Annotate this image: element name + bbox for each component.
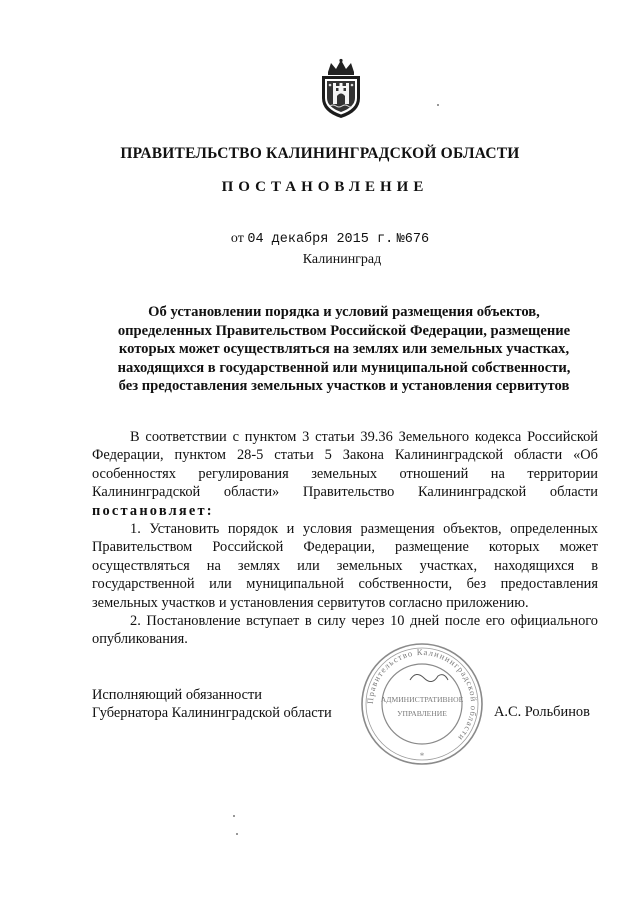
stamp-outer-text: Правительство Калининградской области [364,646,480,744]
document-body [92,428,598,649]
scan-speck [437,104,439,106]
document-date: 04 декабря 2015 г. [247,232,394,247]
position-line: Исполняющий обязанности [92,687,263,703]
subject-line: Об установлении порядка и условий размещения объектов, [148,304,540,320]
position-line: Губернатора Калининградской области [92,705,332,722]
subject-line: без предоставления земельных участков и установления сервитутов [118,378,570,395]
date-prefix: от [230,231,244,246]
city-name: Калининград [302,252,382,267]
signatory-position [92,686,332,723]
subject-line: находящихся в государственной или муниципальной собственности, [117,359,571,376]
signatory-name: А.С. Рольбинов [494,704,590,720]
coat-of-arms-emblem [318,58,364,120]
document-type-heading: ПОСТАНОВЛЕНИЕ [221,179,429,195]
date-line [0,231,640,247]
item-2-paragraph: 2. Постановление вступает в силу через 10 дней после его официального опубликования. [92,613,598,648]
subject-line: которых может осуществляться на землях или земельных участках, [118,341,570,358]
item-1-paragraph: 1. Установить порядок и условия размещения объектов, определенных Правительством Российской Федерации, размещение которых может осуществляться на землях или земельных участках, находящихся в государственной или муниципальной собственности, без предоставления земельных участков и установления сервитутов согласно приложению. [92,521,598,611]
preamble-paragraph [92,428,598,520]
scan-speck [233,815,235,817]
government-title: ПРАВИТЕЛЬСТВО КАЛИНИНГРАДСКОЙ ОБЛАСТИ [120,145,520,162]
subject-line: определенных Правительством Российской Федерации, размещение [117,322,571,339]
stamp-star-icon: * [419,751,425,761]
document-number: №676 [396,232,430,247]
signature-mark-icon [410,674,448,681]
scan-speck [236,833,238,835]
stamp-inner-line: УПРАВЛЕНИЕ [397,709,447,718]
stamp-inner-line: АДМИНИСТРАТИВНОЕ [380,695,464,704]
document-subject [108,303,580,396]
official-stamp [358,640,486,768]
preamble-text: В соответствии с пунктом 3 статьи 39.36 Земельного кодекса Российской Федерации, пунктом 28-5 статьи 5 Закона Калининградской области «Об особенностях регулирования земельных отношений на территории Калининградской области» Правительство Калининградской области [92,429,598,501]
decree-word: постановляет: [92,502,214,519]
